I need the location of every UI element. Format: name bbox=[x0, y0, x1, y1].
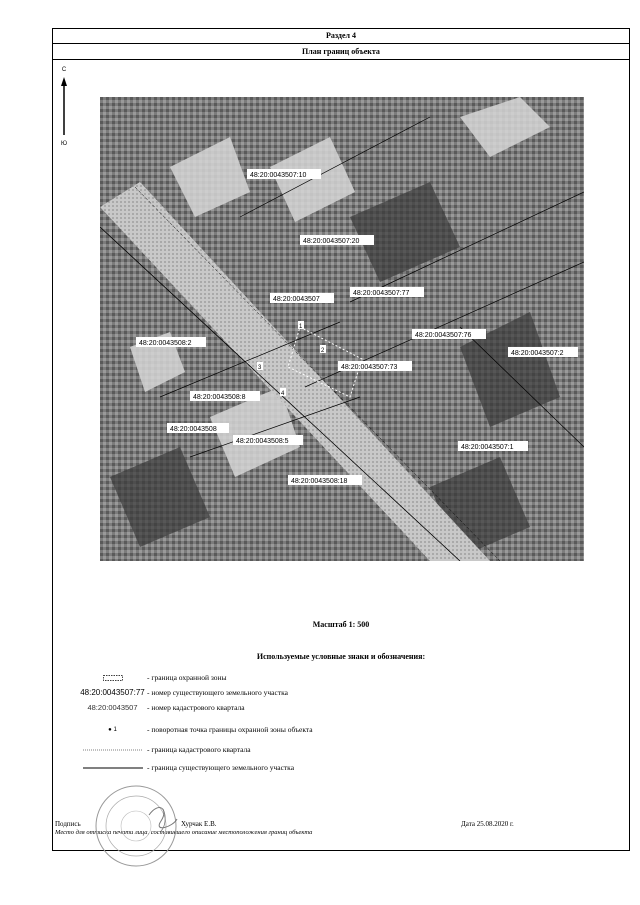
plot-label-text: 48:20:0043507:10 bbox=[250, 172, 307, 179]
page-title: План границ объекта bbox=[53, 44, 629, 60]
plot-label bbox=[288, 475, 362, 485]
north-label: С bbox=[61, 67, 67, 73]
legend-item-quarter-border bbox=[53, 743, 629, 757]
signature-date: Дата 25.08.2020 г. bbox=[461, 820, 514, 828]
legend-desc: - поворотная точка границы охранной зоны объекта bbox=[147, 725, 313, 734]
plot-label-text: 48:20:0043508 bbox=[170, 426, 217, 433]
plot-label-text: 48:20:0043507:20 bbox=[303, 238, 360, 245]
turn-point bbox=[298, 321, 304, 330]
plot-label-text: 48:20:0043507:73 bbox=[341, 364, 398, 371]
legend-desc: - граница охранной зоны bbox=[147, 673, 227, 682]
plot-label bbox=[270, 293, 334, 303]
map-scale: Масштаб 1: 500 bbox=[312, 620, 370, 629]
plot-label-text: 48:20:0043508:8 bbox=[193, 394, 246, 401]
legend-item-plot-number bbox=[53, 686, 629, 700]
legend-item-turn-point bbox=[53, 723, 629, 737]
legend-title: Используемые условные знаки и обозначения: bbox=[256, 652, 426, 661]
legend-symbol-text: ● 1 bbox=[108, 727, 117, 733]
north-arrow-icon bbox=[57, 77, 71, 137]
plot-label bbox=[190, 391, 260, 401]
plot-label-text: 48:20:0043507:1 bbox=[461, 444, 514, 451]
turn-point-label: 4 bbox=[281, 391, 285, 397]
stamp-seal-icon bbox=[91, 781, 181, 871]
turn-point-label: 2 bbox=[321, 348, 325, 354]
turn-point bbox=[257, 362, 263, 371]
legend-item-plot-border bbox=[53, 761, 629, 775]
plot-label bbox=[247, 169, 321, 179]
legend-desc: - граница кадастрового квартала bbox=[147, 745, 251, 754]
plot-label-text: 48:20:0043507:76 bbox=[415, 332, 472, 339]
legend-desc: - номер кадастрового квартала bbox=[147, 703, 245, 712]
plot-label bbox=[233, 435, 303, 445]
plot-label bbox=[167, 423, 229, 433]
dashed-border-icon bbox=[103, 675, 123, 681]
signer-name: Хурчак Е.В. bbox=[181, 820, 217, 828]
turn-point-label: 3 bbox=[258, 365, 262, 371]
legend-item-quarter-number bbox=[53, 701, 629, 715]
signature-label: Подпись bbox=[55, 820, 81, 828]
south-label: Ю bbox=[60, 141, 68, 147]
section-header: Раздел 4 bbox=[53, 29, 629, 44]
legend-desc: - номер существующего земельного участка bbox=[147, 688, 288, 697]
legend-desc: - граница существующего земельного участка bbox=[147, 763, 295, 772]
plot-label bbox=[508, 347, 578, 357]
plot-label-text: 48:20:0043507:2 bbox=[511, 350, 564, 357]
aerial-map bbox=[100, 97, 584, 561]
turn-point bbox=[320, 345, 326, 354]
plot-label-text: 48:20:0043508:2 bbox=[139, 340, 192, 347]
turn-point-label: 1 bbox=[299, 324, 303, 330]
legend-symbol-text: 48:20:0043507:77 bbox=[80, 688, 145, 697]
plot-label bbox=[300, 235, 374, 245]
legend-item-protection-zone bbox=[53, 671, 629, 685]
dotted-line-icon bbox=[83, 748, 143, 752]
plot-label bbox=[458, 441, 528, 451]
plot-label bbox=[136, 337, 206, 347]
plot-label bbox=[338, 361, 412, 371]
plot-label-text: 48:20:0043508:18 bbox=[291, 478, 348, 485]
legend-symbol-text: 48:20:0043507 bbox=[87, 703, 138, 712]
north-arrow bbox=[57, 67, 71, 151]
solid-line-icon bbox=[83, 766, 143, 770]
turn-point bbox=[280, 388, 286, 397]
plot-label-text: 48:20:0043508:5 bbox=[236, 438, 289, 445]
document-frame bbox=[52, 28, 630, 851]
plot-label bbox=[350, 287, 424, 297]
plot-label-text: 48:20:0043507:77 bbox=[353, 290, 410, 297]
plot-label bbox=[412, 329, 486, 339]
plot-label-text: 48:20:0043507 bbox=[273, 296, 320, 303]
stamp-note: Место для оттиска печати лица, составившего описание местоположения границ объекта bbox=[55, 829, 313, 836]
